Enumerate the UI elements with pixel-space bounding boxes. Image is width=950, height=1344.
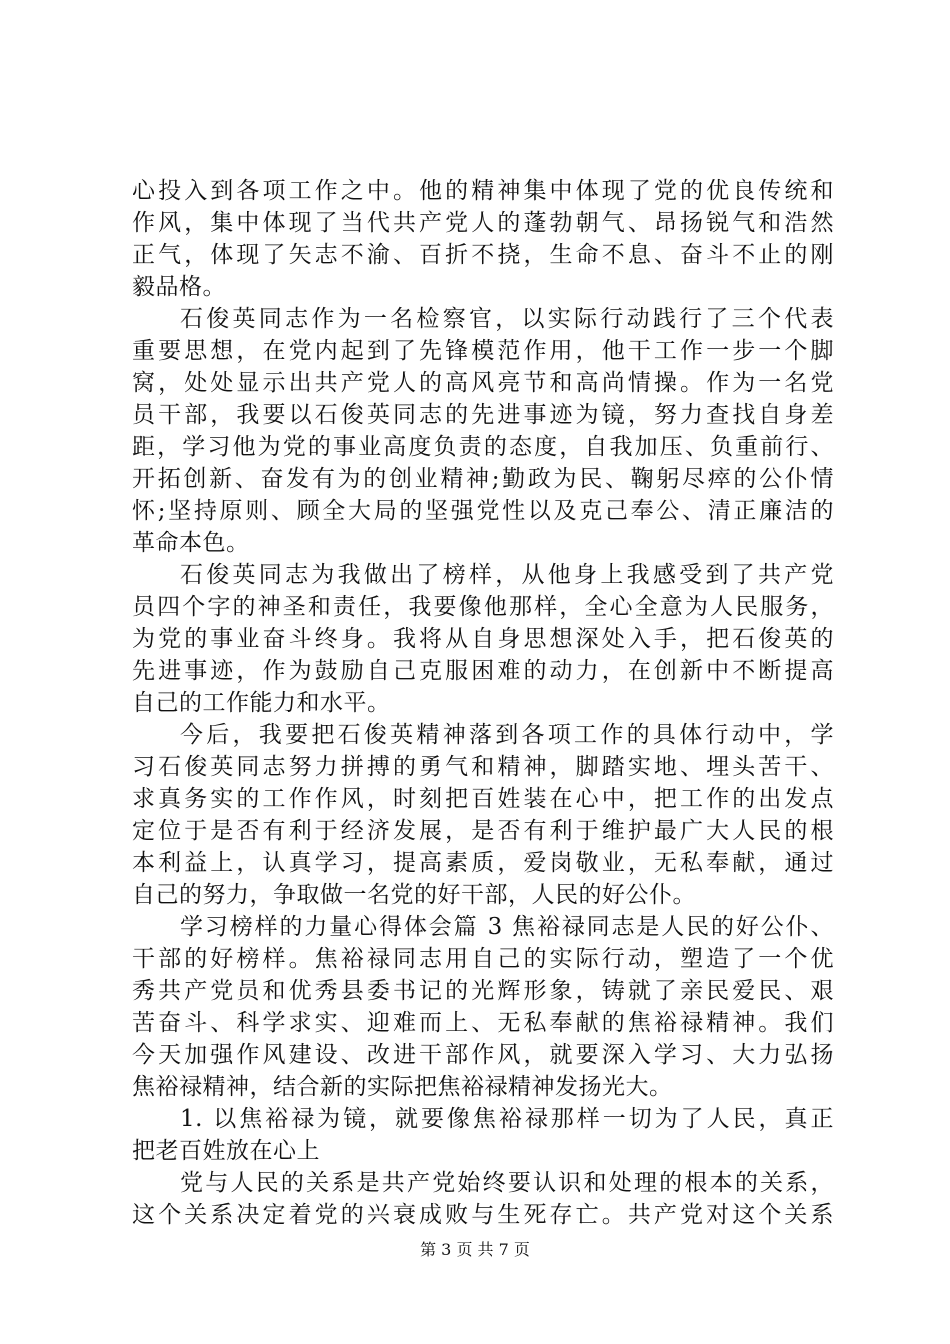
document-body xyxy=(132,175,834,1231)
text-line: 定位于是否有利于经济发展，是否有利于维护最广大人民的根 xyxy=(132,818,834,844)
text-line: 学习榜样的力量心得体会篇 3 焦裕禄同志是人民的好公仆、 xyxy=(180,914,834,940)
text-line: 党与人民的关系是共产党始终要认识和处理的根本的关系， xyxy=(180,1170,834,1196)
text-line: 作风，集中体现了当代共产党人的蓬勃朝气、昂扬锐气和浩然 xyxy=(132,210,834,236)
text-line: 窝，处处显示出共产党人的高风亮节和高尚情操。作为一名党 xyxy=(132,370,834,396)
text-line: 习石俊英同志努力拼搏的勇气和精神，脚踏实地、埋头苦干、 xyxy=(132,754,834,780)
text-line: 今天加强作风建设、改进干部作风，就要深入学习、大力弘扬 xyxy=(132,1042,834,1068)
text-line: 1. 以焦裕禄为镜，就要像焦裕禄那样一切为了人民，真正 xyxy=(180,1106,834,1132)
text-line: 革命本色。 xyxy=(132,530,250,556)
text-line: 石俊英同志作为一名检察官，以实际行动践行了三个代表 xyxy=(180,306,834,332)
text-line: 求真务实的工作作风，时刻把百姓装在心中，把工作的出发点 xyxy=(132,786,834,812)
text-line: 先进事迹，作为鼓励自己克服困难的动力，在创新中不断提高 xyxy=(132,658,834,684)
text-line: 秀共产党员和优秀县委书记的光辉形象，铸就了亲民爱民、艰 xyxy=(132,978,834,1004)
text-line: 今后，我要把石俊英精神落到各项工作的具体行动中，学 xyxy=(180,722,834,748)
text-line: 这个关系决定着党的兴衰成败与生死存亡。共产党对这个关系 xyxy=(132,1202,834,1228)
text-line: 为党的事业奋斗终身。我将从自身思想深处入手，把石俊英的 xyxy=(132,626,834,652)
text-line: 怀;坚持原则、顾全大局的坚强党性以及克己奉公、清正廉洁的 xyxy=(132,498,834,524)
text-line: 重要思想，在党内起到了先锋模范作用，他干工作一步一个脚 xyxy=(132,338,834,364)
text-line: 距，学习他为党的事业高度负责的态度，自我加压、负重前行、 xyxy=(132,434,834,460)
page-footer: 第 3 页 共 7 页 xyxy=(420,1240,530,1259)
text-line: 心投入到各项工作之中。他的精神集中体现了党的优良传统和 xyxy=(132,178,834,204)
text-line: 苦奋斗、科学求实、迎难而上、无私奉献的焦裕禄精神。我们 xyxy=(132,1010,834,1036)
text-line: 毅品格。 xyxy=(132,274,226,300)
text-line: 开拓创新、奋发有为的创业精神;勤政为民、鞠躬尽瘁的公仆情 xyxy=(132,466,834,492)
text-line: 石俊英同志为我做出了榜样，从他身上我感受到了共产党 xyxy=(180,562,834,588)
text-line: 员干部，我要以石俊英同志的先进事迹为镜，努力查找自身差 xyxy=(132,402,834,428)
text-line: 自己的工作能力和水平。 xyxy=(132,690,391,716)
text-line: 把老百姓放在心上 xyxy=(132,1138,320,1164)
text-line: 干部的好榜样。焦裕禄同志用自己的实际行动，塑造了一个优 xyxy=(132,946,834,972)
text-line: 自己的努力，争取做一名党的好干部，人民的好公仆。 xyxy=(132,882,696,908)
text-line: 焦裕禄精神，结合新的实际把焦裕禄精神发扬光大。 xyxy=(132,1074,673,1100)
text-line: 正气，体现了矢志不渝、百折不挠，生命不息、奋斗不止的刚 xyxy=(132,242,834,268)
text-line: 员四个字的神圣和责任，我要像他那样，全心全意为人民服务， xyxy=(132,594,834,620)
text-line: 本利益上，认真学习，提高素质，爱岗敬业，无私奉献，通过 xyxy=(132,850,834,876)
